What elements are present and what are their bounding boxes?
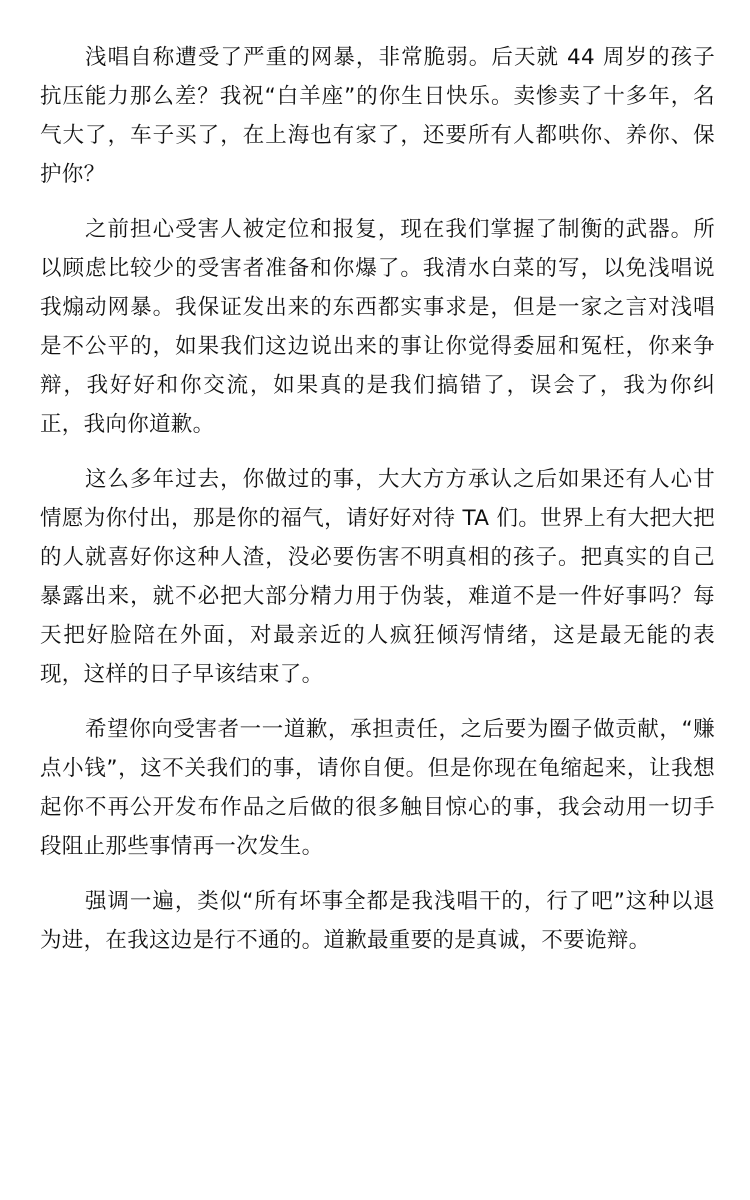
paragraph-4: 希望你向受害者一一道歉，承担责任，之后要为圈子做贡献，“赚点小钱”，这不关我们的事，请你自便。但是你现在龟缩起来，让我想起你不再公开发布作品之后做的很多触目惊心的事，我会动用一切手段阻止那些事情再一次发生。: [40, 717, 715, 859]
paragraph-3: 这么多年过去，你做过的事，大大方方承认之后如果还有人心甘情愿为你付出，那是你的福气，请好好对待 TA 们。世界上有大把大把的人就喜好你这种人渣，没必要伤害不明真相的孩子。把真实的自己暴露出来，就不必把大部分精力用于伪装，难道不是一件好事吗？每天把好脸陪在外面，对最亲近的人疯狂倾泻情绪，这是最无能的表现，这样的日子早该结束了。: [40, 467, 715, 687]
paragraph-2: 之前担心受害人被定位和报复，现在我们掌握了制衡的武器。所以顾虑比较少的受害者准备和你爆了。我清水白菜的写，以免浅唱说我煽动网暴。我保证发出来的东西都实事求是，但是一家之言对浅唱是不公平的，如果我们这边说出来的事让你觉得委屈和冤枉，你来争辩，我好好和你交流，如果真的是我们搞错了，误会了，我为你纠正，我向你道歉。: [40, 217, 715, 437]
paragraph-1: 浅唱自称遭受了严重的网暴，非常脆弱。后天就 44 周岁的孩子抗压能力那么差？我祝“白羊座”的你生日快乐。卖惨卖了十多年，名气大了，车子买了，在上海也有家了，还要所有人都哄你、养你、保护你？: [40, 45, 715, 187]
document-body: [40, 38, 715, 960]
paragraph-5: 强调一遍，类似“所有坏事全都是我浅唱干的，行了吧”这种以退为进，在我这边是行不通的。道歉最重要的是真诚，不要诡辩。: [40, 889, 715, 953]
